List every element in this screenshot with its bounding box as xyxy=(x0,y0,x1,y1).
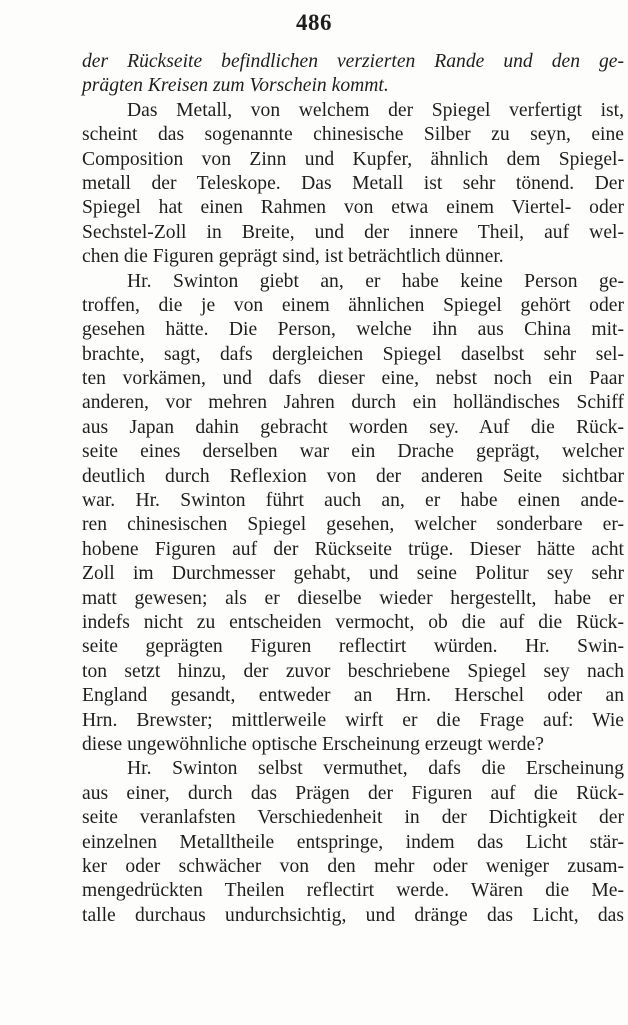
text-line: Spiegel hat einen Rahmen von etwa einem Viertel- oder xyxy=(82,197,624,219)
text-line: talle durchaus undurchsichtig, und dränge das Licht, das xyxy=(82,904,624,926)
text-line: Zoll im Durchmesser gehabt, und seine Politur sey sehr xyxy=(82,563,624,585)
text-line: war. Hr. Swinton führt auch an, er habe einen ande- xyxy=(82,490,624,512)
text-line: der Rückseite befindlichen verzierten Rande und den ge- xyxy=(82,51,624,72)
text-line: prägten Kreisen zum Vorschein kommt. xyxy=(82,75,389,97)
text-line: England gesandt, entweder an Hrn. Herschel oder an xyxy=(82,685,624,707)
text-line: scheint das sogenannte chinesische Silber zu seyn, eine xyxy=(82,124,624,146)
text-line: Hr. Swinton selbst vermuthet, dafs die Erscheinung xyxy=(127,758,624,780)
text-line: Composition von Zinn und Kupfer, ähnlich dem Spiegel- xyxy=(82,148,624,170)
text-line: hobene Figuren auf der Rückseite trüge. Dieser hätte acht xyxy=(82,538,624,560)
text-line: Sechstel-Zoll in Breite, und der innere Theil, auf wel- xyxy=(82,221,624,243)
page-number: 486 xyxy=(296,10,332,35)
text-line: ren chinesischen Spiegel gesehen, welcher sonderbare er- xyxy=(82,514,624,536)
text-line: matt gewesen; als er dieselbe wieder hergestellt, habe er xyxy=(82,587,624,609)
text-line: deutlich durch Reflexion von der anderen Seite sichtbar xyxy=(82,465,624,487)
text-line: mengedrückten Theilen reflectirt werde. Wären die Me- xyxy=(82,880,624,902)
text-line: seite geprägten Figuren reflectirt würden. Hr. Swin- xyxy=(82,636,624,658)
text-line: aus einer, durch das Prägen der Figuren auf die Rück- xyxy=(82,782,624,804)
text-line: troffen, die je von einem ähnlichen Spiegel gehört oder xyxy=(82,294,624,316)
text-line: Hrn. Brewster; mittlerweile wirft er die Frage auf: Wie xyxy=(82,709,624,731)
text-line: ker oder schwächer von den mehr oder weniger zusam- xyxy=(82,855,624,877)
text-line: gesehen hätte. Die Person, welche ihn aus China mit- xyxy=(82,319,624,341)
text-line: Hr. Swinton giebt an, er habe keine Person ge- xyxy=(127,270,624,292)
text-line: aus Japan dahin gebracht worden sey. Auf die Rück- xyxy=(82,416,624,438)
text-line: seite eines derselben war ein Drache geprägt, welcher xyxy=(82,441,624,463)
text-line: chen die Figuren geprägt sind, ist beträchtlich dünner. xyxy=(82,246,504,268)
text-line: einzelnen Metalltheile entspringe, indem das Licht stär- xyxy=(82,831,624,853)
text-line: seite veranlafsten Verschiedenheit in der Dichtigkeit der xyxy=(82,807,624,829)
text-line: metall der Teleskope. Das Metall ist sehr tönend. Der xyxy=(82,172,624,194)
text-line: Das Metall, von welchem der Spiegel verfertigt ist, xyxy=(127,99,624,121)
text-line: brachte, sagt, dafs dergleichen Spiegel daselbst sehr sel- xyxy=(82,343,624,365)
text-line: ton setzt hinzu, der zuvor beschriebene Spiegel sey nach xyxy=(82,660,624,682)
text-line: diese ungewöhnliche optische Erscheinung erzeugt werde? xyxy=(82,733,544,755)
body-text xyxy=(82,50,624,928)
text-line: ten vorkämen, und dafs dieser eine, nebst noch ein Paar xyxy=(82,368,624,390)
text-line: anderen, vor mehren Jahren durch ein holländisches Schiff xyxy=(82,392,624,414)
text-line: indefs nicht zu entscheiden vermocht, ob die auf die Rück- xyxy=(82,611,624,633)
